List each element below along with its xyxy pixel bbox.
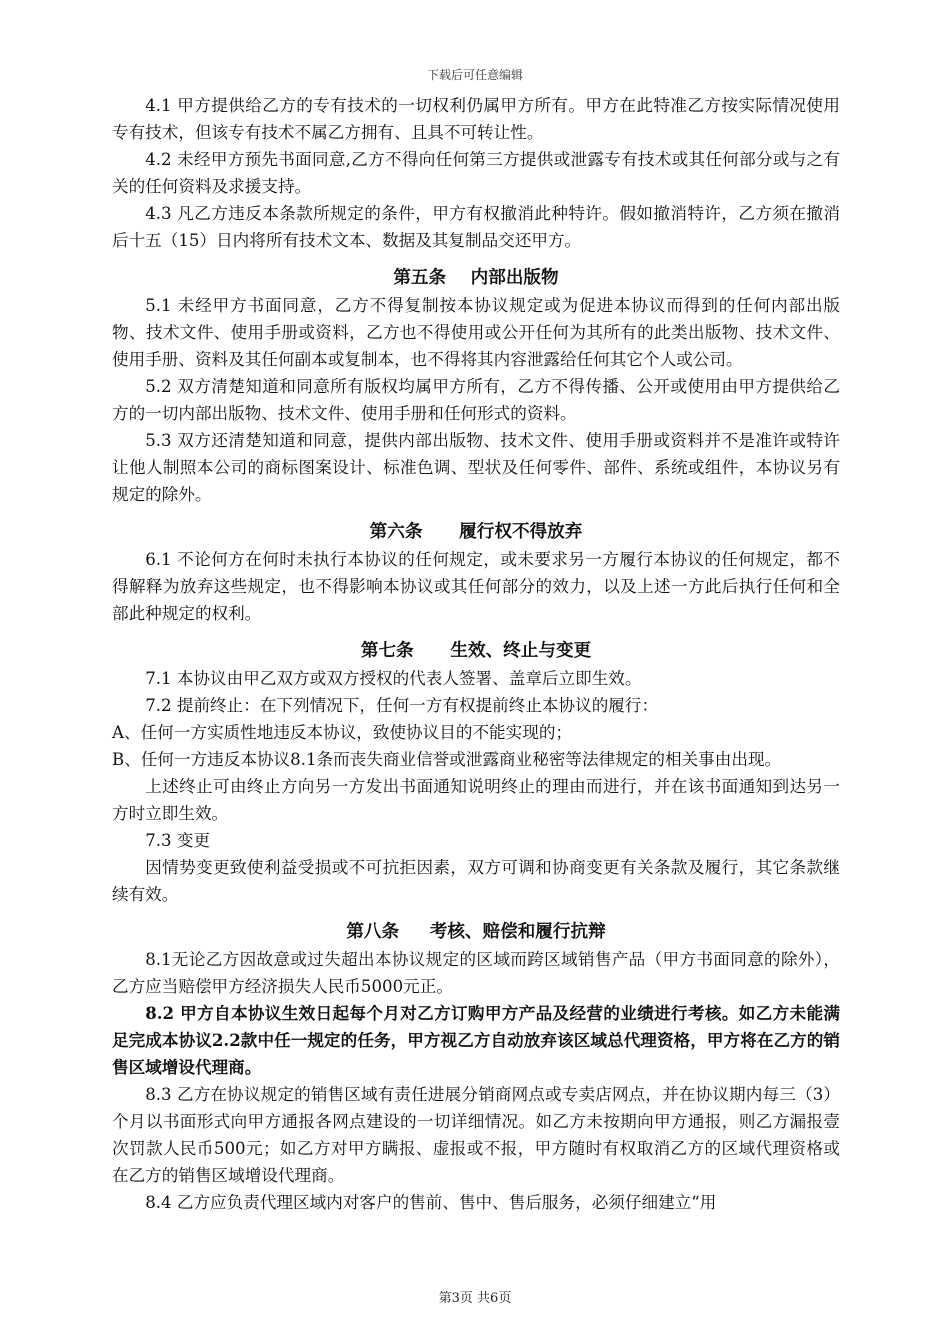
clause-7-3-title: 7.3 变更	[145, 831, 211, 850]
clause-7-2-note: 上述终止可由终止方向另一方发出书面通知说明终止的理由而进行，并在该书面通知到达另一方时立即生效。	[112, 777, 840, 823]
clause-7-2-item-b: B、任何一方违反本协议8.1条而丧失商业信誉或泄露商业秘密等法律规定的相关事由出现。	[112, 750, 782, 769]
document-body	[112, 92, 840, 1216]
page-header: 下载后可任意编辑	[426, 68, 523, 82]
article-8-heading: 第八条 考核、赔偿和履行抗辩	[346, 922, 606, 942]
article-6-heading: 第六条 履行权不得放弃	[369, 522, 583, 542]
clause-8-4: 8.4 乙方应负责代理区域内对客户的售前、售中、售后服务，必须仔细建立“用	[145, 1193, 717, 1212]
article-7-heading: 第七条 生效、终止与变更	[360, 641, 592, 661]
clause-8-2: 8.2 甲方自本协议生效日起每个月对乙方订购甲方产品及经营的业绩进行考核。如乙方未能满足完成本协议2.2款中任一规定的任务，甲方视乙方自动放弃该区域总代理资格，甲方将在乙方的销售区域增设代理商。	[112, 1003, 840, 1077]
article-5-heading: 第五条 内部出版物	[393, 268, 559, 288]
clause-7-2-item-a: A、任何一方实质性地违反本协议，致使协议目的不能实现的；	[112, 723, 573, 742]
clause-7-1: 7.1 本协议由甲乙双方或双方授权的代表人签署、盖章后立即生效。	[145, 669, 642, 688]
clause-7-2: 7.2 提前终止：在下列情况下，任何一方有权提前终止本协议的履行：	[145, 696, 659, 715]
clause-8-1: 8.1无论乙方因故意或过失超出本协议规定的区域而跨区域销售产品（甲方书面同意的除外），乙方应当赔偿甲方经济损失人民币5000元正。	[112, 950, 840, 996]
clause-4-2: 4.2 未经甲方预先书面同意,乙方不得向任何第三方提供或泄露专有技术或其任何部分或与之有关的任何资料及求援支持。	[112, 150, 840, 196]
clause-5-2: 5.2 双方清楚知道和同意所有版权均属甲方所有，乙方不得传播、公开或使用由甲方提供给乙方的一切内部出版物、技术文件、使用手册和任何形式的资料。	[112, 377, 840, 423]
page-footer: 第3页 共6页	[438, 1291, 512, 1306]
clause-5-1: 5.1 未经甲方书面同意，乙方不得复制按本协议规定或为促进本协议而得到的任何内部出版物、技术文件、使用手册或资料，乙方也不得使用或公开任何为其所有的此类出版物、技术文件、使用手册、资料及其任何副本或复制本，也不得将其内容泄露给任何其它个人或公司。	[112, 296, 840, 369]
clause-8-3: 8.3 乙方在协议规定的销售区域有责任进展分销商网点或专卖店网点，并在协议期内每三（3）个月以书面形式向甲方通报各网点建设的一切详细情况。如乙方未按期向甲方通报，则乙方漏报壹次罚款人民币500元；如乙方对甲方瞒报、虚报或不报，甲方随时有权取消乙方的区域代理资格或在乙方的销售区域增设代理商。	[112, 1085, 840, 1185]
clause-4-3: 4.3 凡乙方违反本条款所规定的条件，甲方有权撤消此种特许。假如撤消特许，乙方须在撤消后十五（15）日内将所有技术文本、数据及其复制品交还甲方。	[112, 204, 840, 250]
clause-7-3-body: 因情势变更致使利益受损或不可抗拒因素，双方可调和协商变更有关条款及履行，其它条款继续有效。	[112, 858, 840, 904]
clause-4-1: 4.1 甲方提供给乙方的专有技术的一切权利仍属甲方所有。甲方在此特准乙方按实际情况使用专有技术，但该专有技术不属乙方拥有、且具不可转让性。	[112, 96, 840, 142]
clause-6-1: 6.1 不论何方在何时未执行本协议的任何规定，或未要求另一方履行本协议的任何规定，都不得解释为放弃这些规定，也不得影响本协议或其任何部分的效力，以及上述一方此后执行任何和全部此种规定的权利。	[112, 550, 840, 623]
clause-5-3: 5.3 双方还清楚知道和同意，提供内部出版物、技术文件、使用手册或资料并不是准许或特许让他人制照本公司的商标图案设计、标准色调、型状及任何零件、部件、系统或组件，本协议另有规定的除外。	[112, 431, 840, 504]
